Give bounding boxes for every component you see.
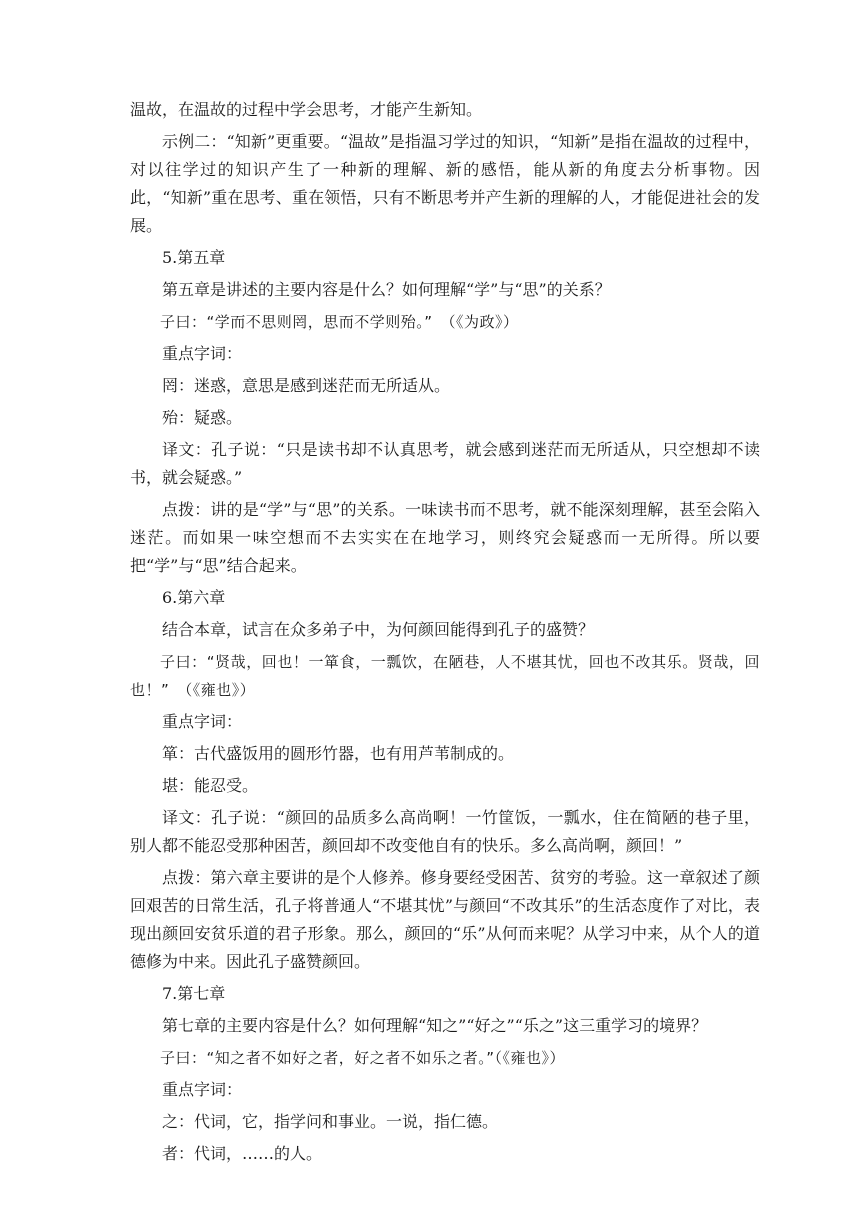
paragraph: 温故，在温故的过程中学会思考，才能产生新知。	[130, 100, 483, 119]
paragraph: 罔：迷惑，意思是感到迷茫而无所适从。	[162, 376, 451, 395]
question: 结合本章，试言在众多弟子中，为何颜回能得到孔子的盛赞？	[162, 620, 595, 639]
paragraph: 重点字词：	[162, 712, 243, 731]
question: 第七章的主要内容是什么？如何理解“知之”“好之”“乐之”这三重学习的境界？	[162, 1016, 708, 1035]
paragraph: 者：代词，……的人。	[162, 1144, 323, 1163]
commentary: 点拨：第六章主要讲的是个人修养。修身要经受困苦、贫穷的考验。这一章叙述了颜回艰苦的日常生活，孔子将普通人“不堪其忧”与颜回“不改其乐”的生活态度作了对比，表现出颜回安贫乐道的君子形象。那么，颜回的“乐”从何而来呢？从学习中来，从个人的道德修为中来。因此孔子盛赞颜回。	[130, 868, 760, 971]
paragraph: 堪：能忍受。	[162, 776, 259, 795]
classic-quote: 子曰：“贤哉，回也！一箪食，一瓢饮，在陋巷，人不堪其忧，回也不改其乐。贤哉，回也！” （《雍也》）	[130, 653, 760, 699]
paragraph: 重点字词：	[162, 344, 243, 363]
paragraph: 示例二：“知新”更重要。“温故”是指温习学过的知识，“知新”是指在温故的过程中，对以往学过的知识产生了一种新的理解、新的感悟，能从新的角度去分析事物。因此，“知新”重在思考、重在领悟，只有不断思考并产生新的理解的人，才能促进社会的发展。	[130, 132, 760, 235]
paragraph: 重点字词：	[162, 1080, 243, 1099]
classic-quote: 子曰：“学而不思则罔，思而不学则殆。” （《为政》）	[160, 313, 519, 331]
section-heading: 7.第七章	[162, 984, 226, 1003]
translation: 译文：孔子说：“颜回的品质多么高尚啊！一竹筐饭，一瓢水，住在简陋的巷子里，别人都不能忍受那种困苦，颜回却不改变他自有的快乐。多么高尚啊，颜回！”	[130, 808, 760, 855]
classic-quote: 子曰：“知之者不如好之者，好之者不如乐之者。”（《雍也》）	[160, 1049, 566, 1067]
translation: 译文：孔子说：“只是读书却不认真思考，就会感到迷茫而无所适从，只空想却不读书，就会疑惑。”	[130, 440, 760, 487]
paragraph: 殆：疑惑。	[162, 408, 243, 427]
paragraph: 之：代词，它，指学问和事业。一说，指仁德。	[162, 1112, 499, 1131]
question: 第五章是讲述的主要内容是什么？如何理解“学”与“思”的关系？	[162, 280, 611, 299]
section-heading: 5.第五章	[162, 248, 226, 267]
paragraph: 箪：古代盛饭用的圆形竹器，也有用芦苇制成的。	[162, 744, 515, 763]
section-heading: 6.第六章	[162, 588, 226, 607]
commentary: 点拨：讲的是“学”与“思”的关系。一味读书而不思考，就不能深刻理解，甚至会陷入迷茫。而如果一味空想而不去实实在在地学习，则终究会疑惑而一无所得。所以要把“学”与“思”结合起来。	[130, 500, 760, 575]
